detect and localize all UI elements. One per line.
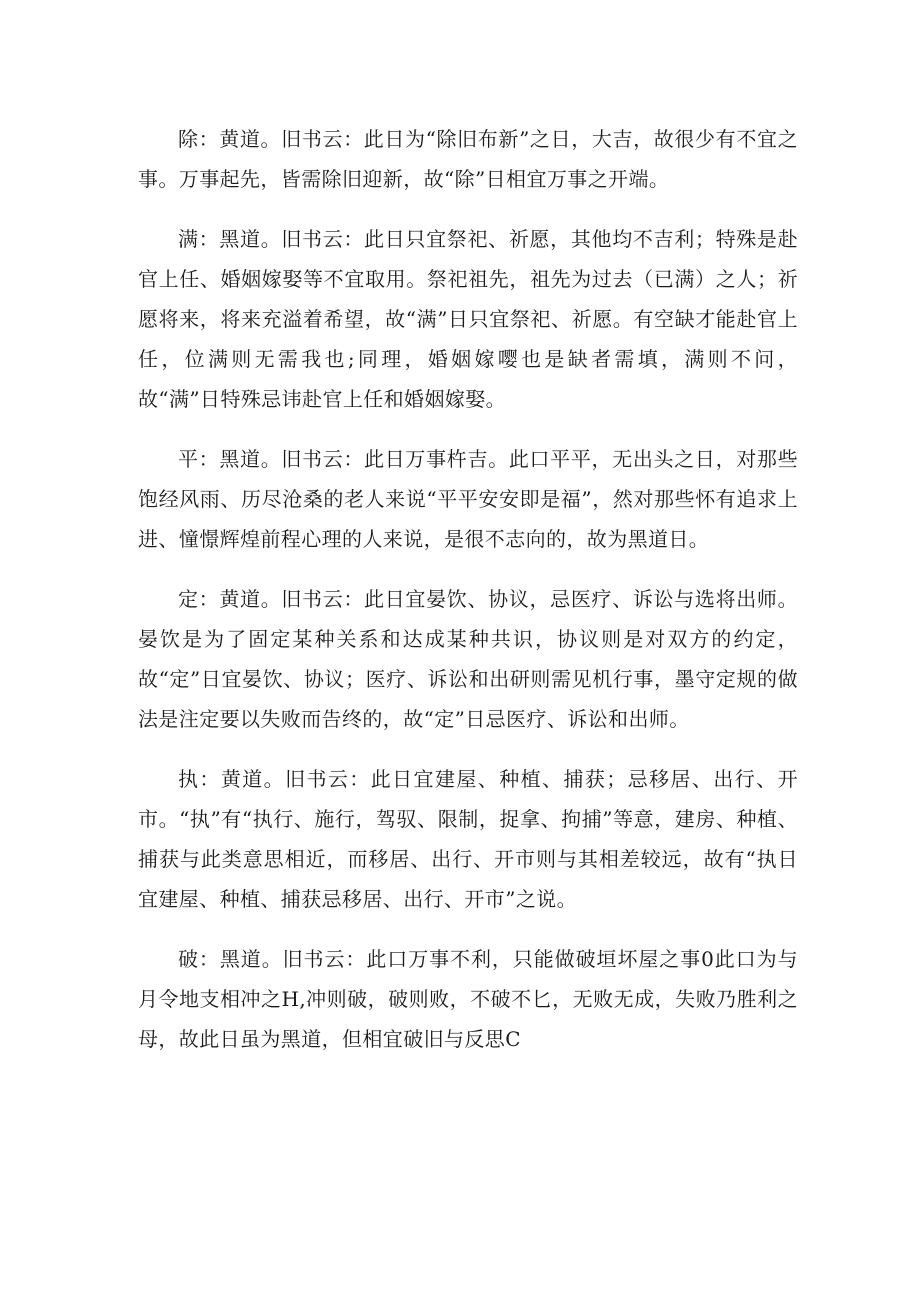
paragraph-zhi: 执：黄道。旧书云：此日宜建屋、种植、捕获；忌移居、出行、开市。“执”有“执行、施行，驾驭、限制，捉拿、拘捕”等意，建房、种植、捕获与此类意思相近，而移居、出行、开市则与其相差较远，故有“执日宜建屋、种植、捕获忌移居、出行、开市”之说。 xyxy=(138,767,798,911)
paragraph-man: 满：黑道。旧书云：此日只宜祭祀、祈愿，其他均不吉利；特殊是赴官上任、婚姻嫁娶等不宜取用。祭祀祖先，祖先为过去（已满）之人；祈愿将来，将来充溢着希望，故“满”日只宜祭祀、祈愿。有空缺才能赴官上任，位满则无需我也;同理，婚姻嫁嘤也是缺者需填，满则不问，故“满”日特殊忌讳赴官上任和婚姻嫁娶。 xyxy=(138,227,798,411)
paragraph-ding: 定：黄道。旧书云：此日宜晏饮、协议，忌医疗、诉讼与选将出师。晏饮是为了固定某种关系和达成某种共识，协议则是对双方的约定，故“定”日宜晏饮、协议；医疗、诉讼和出研则需见机行事，墨守定规的做法是注定要以失败而告终的，故“定”日忌医疗、诉讼和出师。 xyxy=(138,587,798,731)
paragraph-ping: 平：黑道。旧书云：此日万事杵吉。此口平平，无出头之日，对那些饱经风雨、历尽沧桑的老人来说“平平安安即是福”，然对那些怀有追求上进、憧憬辉煌前程心理的人来说，是很不志向的，故为黑道日。 xyxy=(138,447,798,551)
document-page xyxy=(138,119,798,1059)
paragraph-chu: 除：黄道。旧书云：此日为“除旧布新”之日，大吉，故很少有不宜之事。万事起先，皆需除旧迎新，故“除”日相宜万事之开端。 xyxy=(138,127,798,191)
paragraph-po: 破：黑道。旧书云：此口万事不利，只能做破垣坏屋之事0此口为与月令地支相冲之H,冲则破，破则败，不破不匕，无败无成，失败乃胜利之母，故此日虽为黑道，但相宜破旧与反思C xyxy=(138,947,798,1051)
